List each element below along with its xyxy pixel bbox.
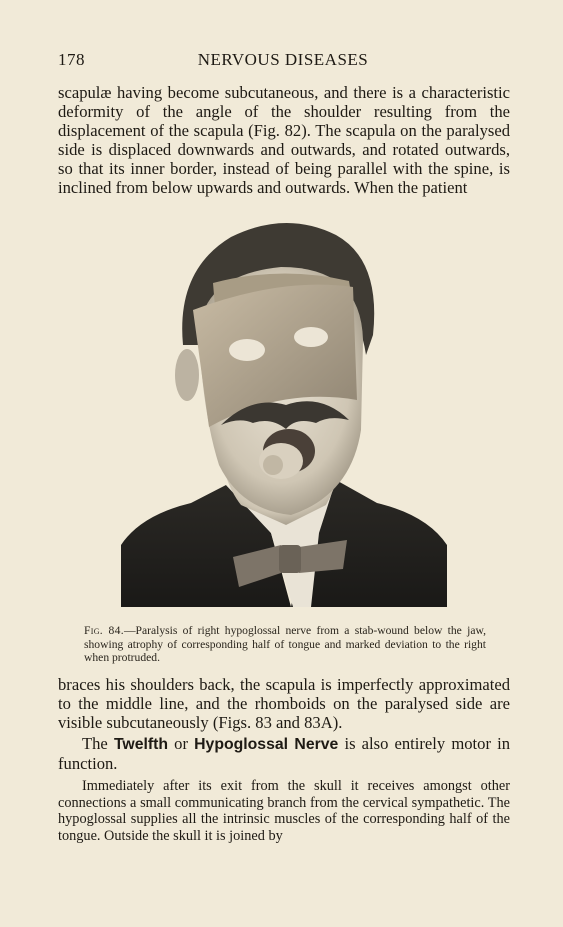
paragraph-1: scapulæ having become subcutaneous, and there is a characteristic deformity of the angle of the shoulder resulting from the displacement of the scapula (Fig. 82). The scapula on the paralysed side is displaced downwards and outwards, and rotated outwards, so that its inner border, instead of being parallel with the spine, is inclined from below upwards and outwards. When the patient	[58, 83, 510, 197]
paragraph-4: Immediately after its exit from the skull it receives amongst other connections a small communicating branch from the cervical sympathetic. The hypoglossal supplies all the intrinsic muscles of the corresponding half of the tongue. Outside the skull it is joined by	[58, 778, 510, 844]
nerve-name-twelfth: Twelfth	[113, 736, 169, 753]
paragraph-3-text-b: or	[168, 734, 195, 753]
figure-caption-text: —Paralysis of right hypoglossal nerve from a stab-wound below the jaw, showing atrophy of corresponding half of tongue and marked deviation to the right when protruded.	[84, 624, 486, 665]
figure-caption	[84, 624, 486, 665]
page-title: NERVOUS DISEASES	[197, 50, 369, 69]
paragraph-3-text-c: is also entirely motor in function.	[58, 734, 511, 773]
running-head	[58, 50, 508, 74]
masked-patient-photo	[121, 215, 447, 607]
paragraph-3-text-a: The	[82, 734, 114, 753]
nerve-name-hypoglossal: Hypoglossal Nerve	[194, 736, 339, 753]
figure-label: Fig. 84.	[84, 624, 124, 637]
paragraph-2: braces his shoulders back, the scapula is imperfectly approximated to the middle line, and the rhomboids on the paralysed side are visible subcutaneously (Figs. 83 and 83A).	[58, 675, 510, 732]
page-number: 178	[58, 50, 85, 69]
paragraph-3	[58, 735, 510, 774]
figure-photograph	[121, 215, 447, 607]
